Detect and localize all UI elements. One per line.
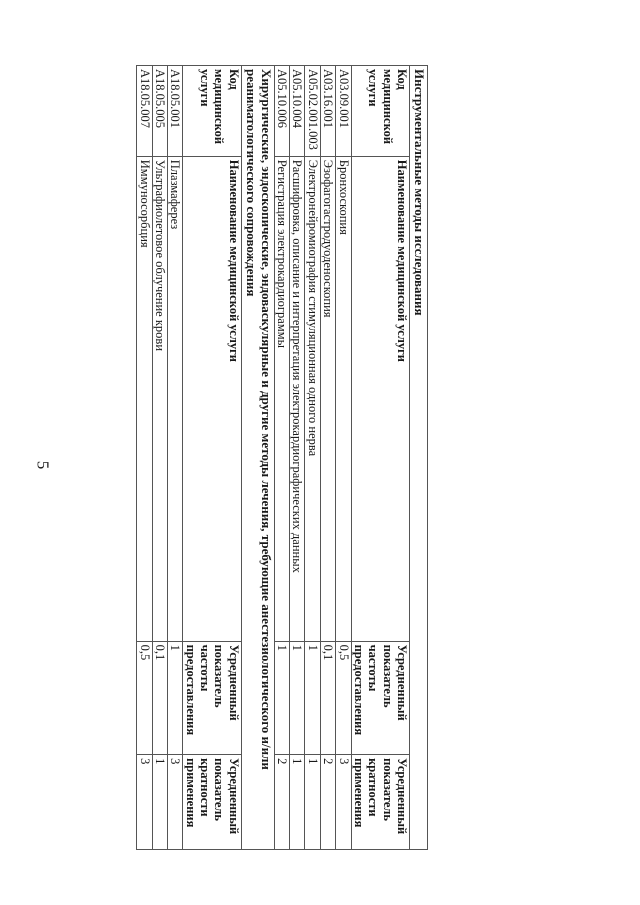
row-code: A03.16.001 [320,66,335,157]
row-frequency: 0,1 [320,641,335,754]
row-code: A03.09.001 [336,66,351,157]
row-name: Бронхоскопия [336,156,351,641]
row-frequency: 1 [305,641,320,754]
row-code: A18.05.001 [167,66,182,157]
row-name: Расшифровка, описание и интерпретация электрокардиографических данных [290,156,305,641]
row-code: A05.10.004 [290,66,305,157]
header-name: Наименование медицинской услуги [183,156,242,641]
row-frequency: 0,5 [336,641,351,754]
table-row [137,66,152,850]
table-row [274,66,289,850]
table-row [305,66,320,850]
row-code: A18.05.007 [137,66,152,157]
row-code: A05.10.006 [274,66,289,157]
row-multiplicity: 1 [290,755,305,850]
table-row [152,66,167,850]
row-name: Регистрация электрокардиограммы [274,156,289,641]
row-frequency: 1 [167,641,182,754]
header-multiplicity: Усредненный показатель кратности применения [183,755,242,850]
header-code: Код медицинской услуги [183,66,242,157]
row-multiplicity: 3 [167,755,182,850]
row-name: Эзофагогастродуоденоскопия [320,156,335,641]
row-multiplicity: 3 [137,755,152,850]
table-row [336,66,351,850]
page-number: 5 [33,460,53,470]
header-name: Наименование медицинской услуги [351,156,410,641]
table-row [320,66,335,850]
services-table [136,65,428,850]
row-name: Электронейромиография стимуляционная одного нерва [305,156,320,641]
header-frequency: Усредненный показатель частоты предоставления [183,641,242,754]
row-multiplicity: 2 [274,755,289,850]
row-code: A05.02.001.003 [305,66,320,157]
row-name: Иммуносорбция [137,156,152,641]
header-code: Код медицинской услуги [351,66,410,157]
table-row [290,66,305,850]
row-frequency: 1 [290,641,305,754]
section-title-surgical: Хирургические, эндоскопические, эндоваскулярные и другие методы лечения, требующие анестезиологического и/или реаниматологического сопровождения [241,66,274,850]
table-row [167,66,182,850]
row-code: A18.05.005 [152,66,167,157]
row-name: Плазмаферез [167,156,182,641]
row-multiplicity: 1 [152,755,167,850]
row-frequency: 1 [274,641,289,754]
section-title-instrumental: Инструментальные методы исследования [410,66,428,850]
header-frequency: Усредненный показатель частоты предоставления [351,641,410,754]
row-name: Ультрафиолетовое облучение крови [152,156,167,641]
row-frequency: 0,1 [152,641,167,754]
rotated-document-content [68,65,428,850]
row-multiplicity: 1 [305,755,320,850]
row-multiplicity: 3 [336,755,351,850]
header-multiplicity: Усредненный показатель кратности применения [351,755,410,850]
row-frequency: 0,5 [137,641,152,754]
row-multiplicity: 2 [320,755,335,850]
